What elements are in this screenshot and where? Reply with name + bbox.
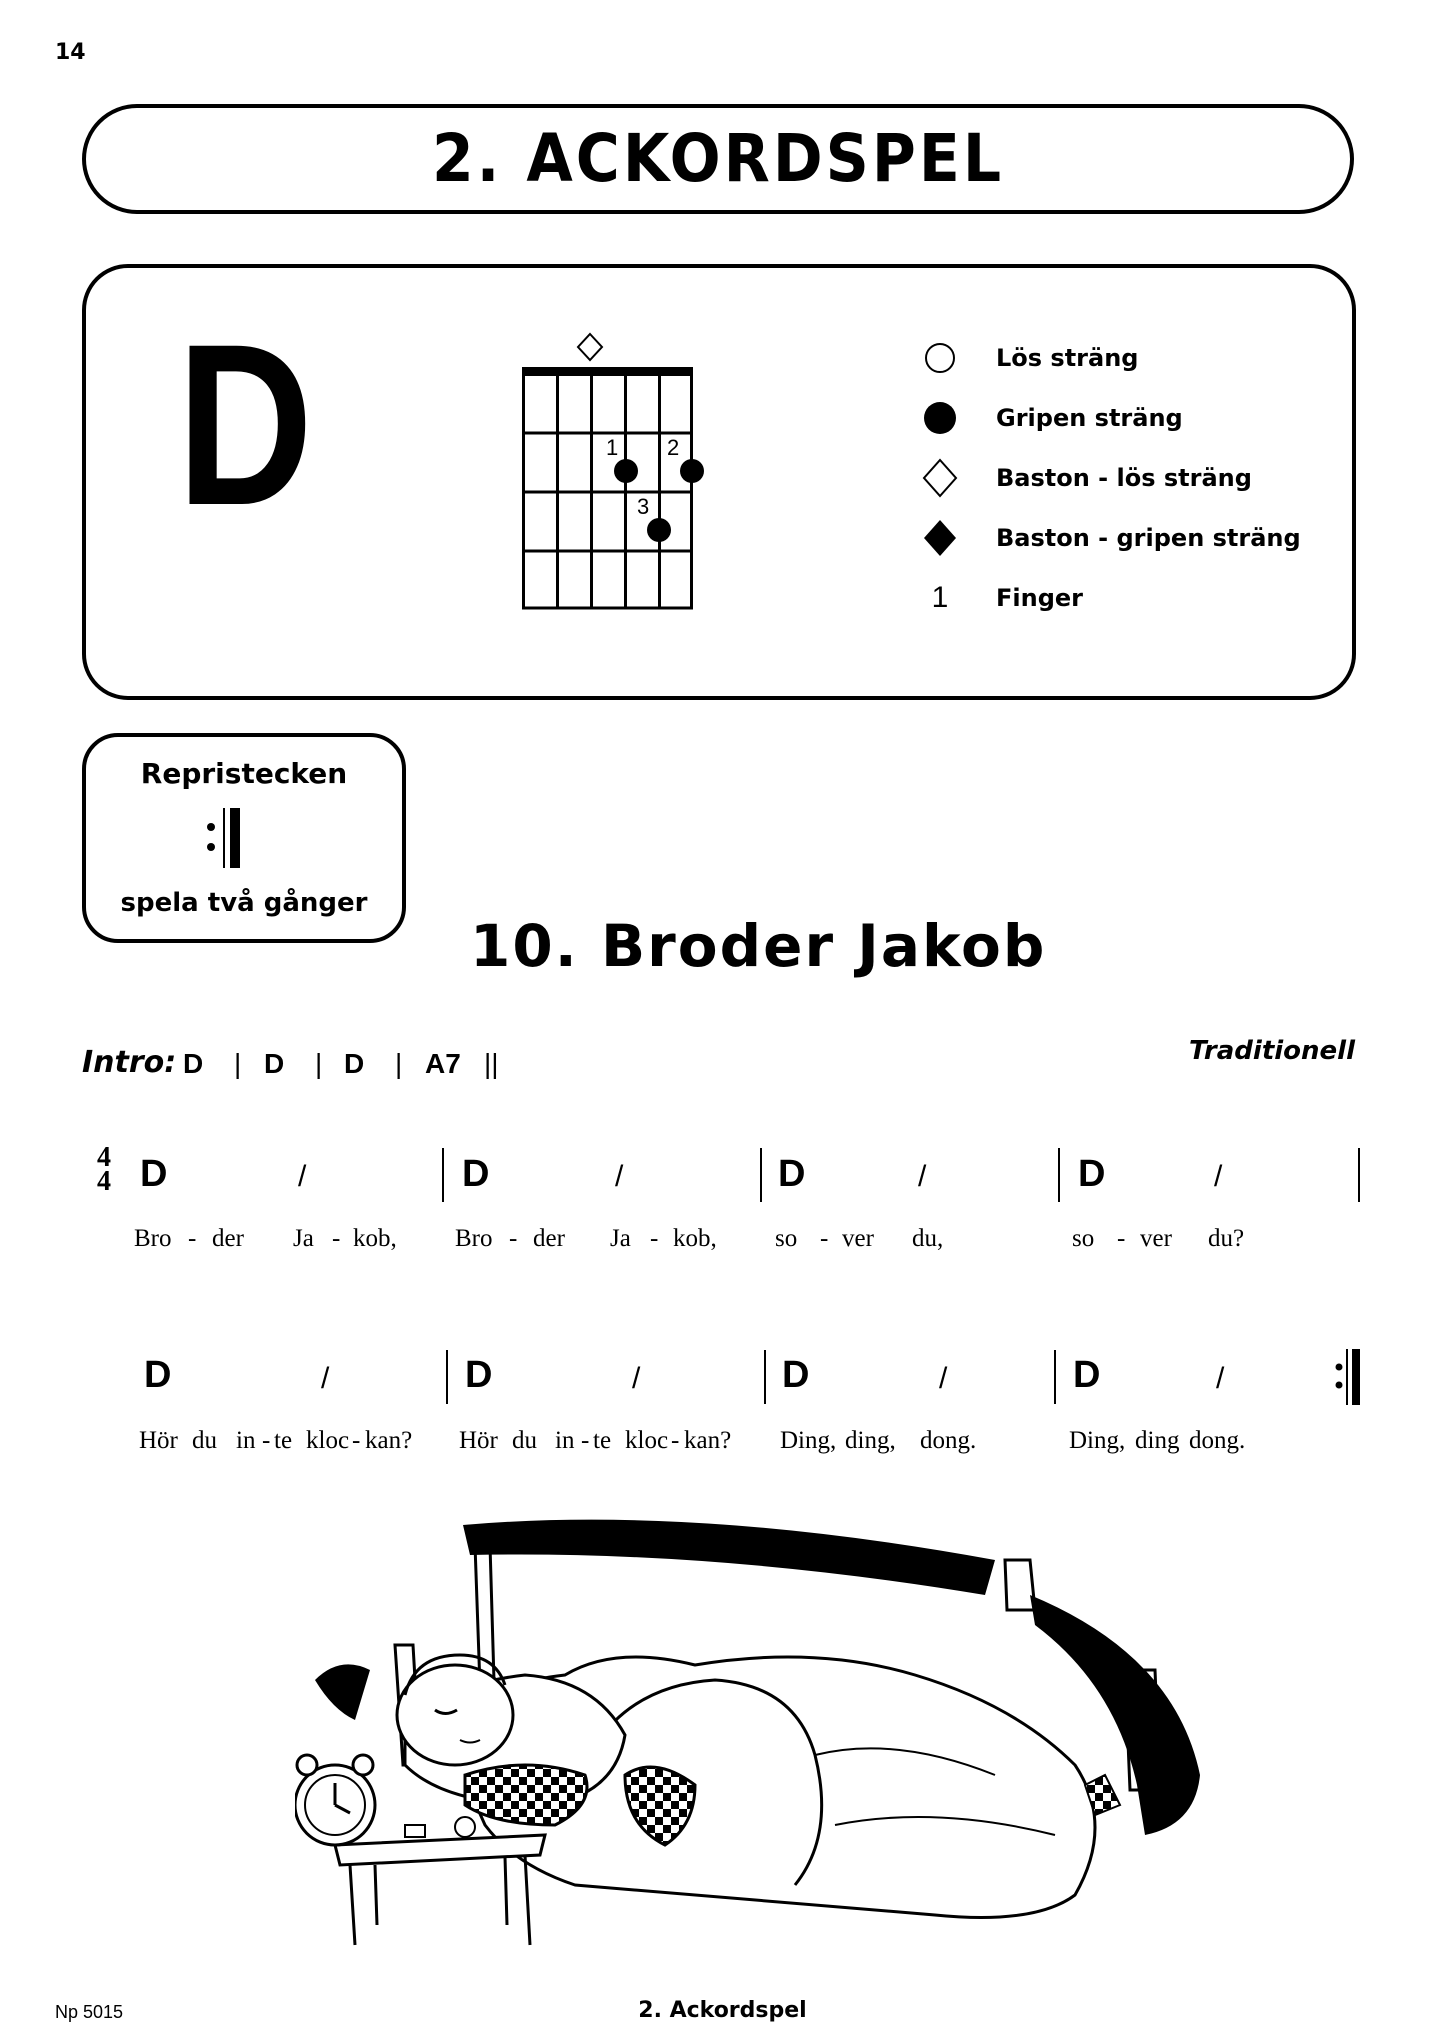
lyric-hyphen: - xyxy=(332,1225,341,1252)
beat-slash: / xyxy=(632,1362,641,1395)
barline xyxy=(764,1350,766,1404)
lyric-syllable: in xyxy=(236,1427,256,1454)
lyric-syllable: Bro xyxy=(134,1225,172,1252)
lyric-syllable: Ding, xyxy=(780,1427,837,1454)
finger-dot-3 xyxy=(647,518,671,542)
lyric-syllable: ding xyxy=(1135,1427,1180,1454)
finger-dot-1 xyxy=(614,459,638,483)
lyric-hyphen: - xyxy=(671,1427,680,1454)
measure-chord: D xyxy=(140,1153,168,1195)
barline xyxy=(1054,1350,1056,1404)
lyric-syllable: kob, xyxy=(353,1225,397,1252)
repeat-sign-icon xyxy=(205,806,255,870)
lyric-syllable: du xyxy=(512,1427,537,1454)
lyric-syllable: te xyxy=(274,1427,293,1454)
beat-slash: / xyxy=(615,1160,624,1193)
barline xyxy=(446,1350,448,1404)
end-repeat-icon xyxy=(1334,1348,1364,1406)
finger-dot-2 xyxy=(680,459,704,483)
lyric-syllable: Bro xyxy=(455,1225,493,1252)
lyric-syllable: ver xyxy=(1140,1225,1172,1252)
lyric-syllable: du xyxy=(192,1427,217,1454)
legend-bass-open xyxy=(920,458,1252,498)
time-signature xyxy=(94,1142,114,1197)
lyric-hyphen: - xyxy=(820,1225,829,1252)
lyric-syllable: ver xyxy=(842,1225,874,1252)
lyric-syllable: Ding, xyxy=(1069,1427,1126,1454)
intro-separator: | xyxy=(395,1048,403,1079)
lyric-syllable: Ja xyxy=(610,1225,631,1252)
beat-slash: / xyxy=(321,1362,330,1395)
lyric-syllable: dong. xyxy=(1189,1427,1246,1454)
barline xyxy=(760,1148,762,1202)
lyric-syllable: der xyxy=(212,1225,244,1252)
beat-slash: / xyxy=(1214,1160,1223,1193)
intro-chord: D xyxy=(264,1048,285,1079)
lyric-hyphen: - xyxy=(352,1427,361,1454)
intro-separator: | xyxy=(315,1048,323,1079)
legend-open-string xyxy=(920,338,1138,378)
beat-slash: / xyxy=(1216,1362,1225,1395)
measure-chord: D xyxy=(1073,1354,1101,1396)
sleeping-illustration xyxy=(295,1505,1225,1955)
legend-label: Gripen sträng xyxy=(996,404,1183,432)
lyric-syllable: der xyxy=(533,1225,565,1252)
lyric-hyphen: - xyxy=(581,1427,590,1454)
lyric-syllable: in xyxy=(555,1427,575,1454)
finger-label-3: 3 xyxy=(637,494,650,519)
filled-circle-icon xyxy=(924,402,956,434)
section-title: 2. ACKORDSPEL xyxy=(431,120,1005,198)
measure-chord: D xyxy=(144,1354,172,1396)
lyric-syllable: kan? xyxy=(365,1427,413,1454)
lyric-hyphen: - xyxy=(1117,1225,1126,1252)
legend-bass-fretted xyxy=(920,518,1301,558)
legend-label: Finger xyxy=(996,584,1083,612)
bass-open-diamond-icon xyxy=(578,334,602,360)
lyric-syllable: Hör xyxy=(459,1427,498,1454)
lyric-syllable: te xyxy=(593,1427,612,1454)
legend-fretted-string xyxy=(920,398,1183,438)
lyric-syllable: Hör xyxy=(139,1427,178,1454)
lyric-syllable: du, xyxy=(912,1225,944,1252)
lyric-hyphen: - xyxy=(509,1225,518,1252)
lyric-hyphen: - xyxy=(188,1225,197,1252)
open-circle-icon xyxy=(925,343,955,373)
lyric-syllable: dong. xyxy=(920,1427,977,1454)
repeat-box-title: Repristecken xyxy=(140,757,348,790)
lyric-syllable: so xyxy=(775,1225,798,1252)
intro-chord: D xyxy=(183,1048,204,1079)
barline xyxy=(1058,1148,1060,1202)
beat-slash: / xyxy=(298,1160,307,1193)
lyric-syllable: du? xyxy=(1208,1225,1245,1252)
time-signature-top: 4 xyxy=(97,1142,111,1173)
lyric-syllable: kloc xyxy=(625,1427,669,1454)
intro-label: Intro: xyxy=(82,1045,177,1080)
chord-nut xyxy=(522,367,693,376)
section-title-box xyxy=(82,104,1354,214)
composer: Traditionell xyxy=(1189,1036,1355,1066)
lyric-hyphen: - xyxy=(650,1225,659,1252)
barline xyxy=(442,1148,444,1202)
measure-chord: D xyxy=(778,1153,806,1195)
beat-slash: / xyxy=(939,1362,948,1395)
chord-name: D xyxy=(176,296,314,553)
lyric-syllable: kloc xyxy=(306,1427,350,1454)
lyric-syllable: ding, xyxy=(845,1427,896,1454)
intro-chord: A7 xyxy=(425,1048,461,1079)
footer-code: Np 5015 xyxy=(55,2002,124,2022)
measure-chord: D xyxy=(1078,1153,1106,1195)
legend-finger xyxy=(920,578,1083,618)
legend-label: Lös sträng xyxy=(996,344,1139,372)
time-signature-bottom: 4 xyxy=(97,1166,111,1197)
barline-end xyxy=(1358,1148,1360,1202)
lyric-syllable: Ja xyxy=(293,1225,314,1252)
finger-label-2: 2 xyxy=(667,435,680,460)
measure-chord: D xyxy=(465,1354,493,1396)
repeat-box-subtitle: spela två gånger xyxy=(120,888,368,918)
lyric-hyphen: - xyxy=(262,1427,271,1454)
filled-diamond-icon xyxy=(922,518,958,558)
lyric-syllable: kan? xyxy=(684,1427,732,1454)
measure-chord: D xyxy=(782,1354,810,1396)
page-number: 14 xyxy=(55,40,86,65)
legend-label: Baston - lös sträng xyxy=(996,464,1252,492)
chord-diagram xyxy=(505,325,705,615)
intro-separator: | xyxy=(234,1048,242,1079)
beat-slash: / xyxy=(918,1160,927,1193)
finger-number-symbol: 1 xyxy=(931,581,949,614)
open-diamond-icon xyxy=(922,458,958,498)
legend-label: Baston - gripen sträng xyxy=(996,524,1301,552)
lyric-syllable: so xyxy=(1072,1225,1095,1252)
footer-section: 2. Ackordspel xyxy=(638,1998,807,2023)
lyric-syllable: kob, xyxy=(673,1225,717,1252)
measure-chord: D xyxy=(462,1153,490,1195)
song-title: 10. Broder Jakob xyxy=(470,912,1047,980)
intro-chord: D xyxy=(344,1048,365,1079)
intro-double-bar: || xyxy=(484,1048,499,1079)
finger-label-1: 1 xyxy=(606,435,619,460)
